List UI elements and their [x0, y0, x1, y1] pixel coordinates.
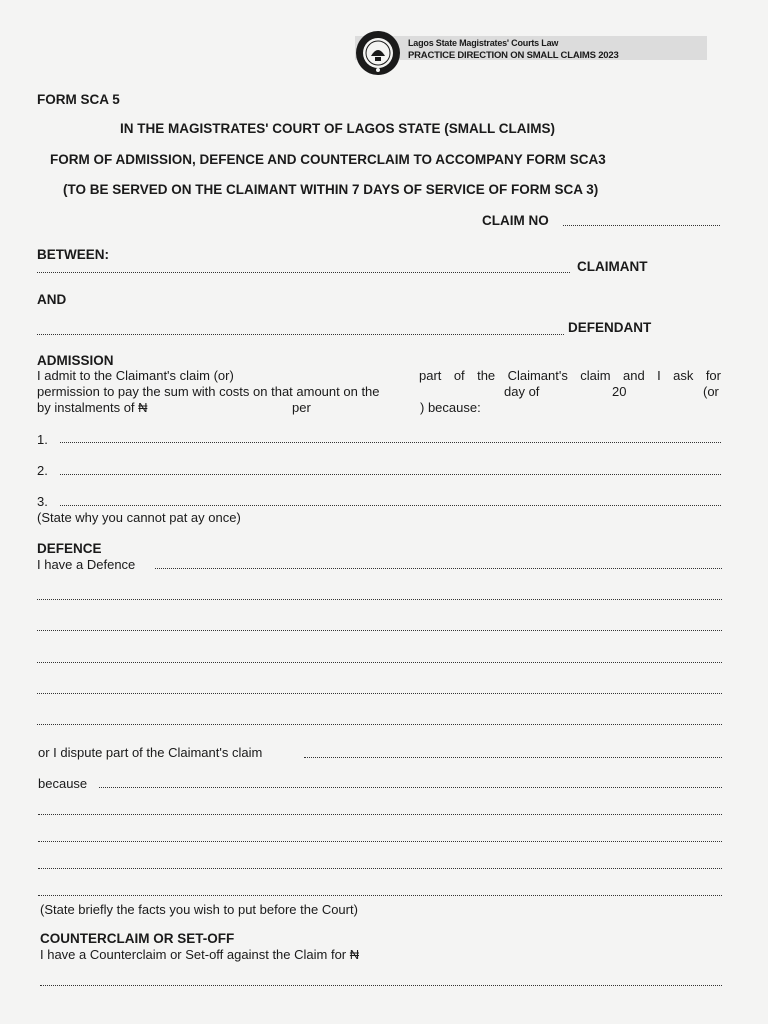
- claim-no-label: CLAIM NO: [482, 213, 549, 228]
- admission-text-2a: permission to pay the sum with costs on that amount on the: [37, 384, 380, 399]
- defence-note: (State briefly the facts you wish to put before the Court): [40, 902, 358, 917]
- defence-field-2[interactable]: [37, 599, 722, 600]
- because-field-2[interactable]: [38, 814, 722, 815]
- defence-field-4[interactable]: [37, 662, 722, 663]
- admission-text-3c: ) because:: [420, 400, 481, 415]
- service-note: (TO BE SERVED ON THE CLAIMANT WITHIN 7 DAYS OF SERVICE OF FORM SCA 3): [63, 182, 599, 197]
- reason-item-3-field[interactable]: [60, 505, 721, 506]
- defendant-name-field[interactable]: [37, 334, 564, 335]
- dispute-field[interactable]: [304, 757, 722, 758]
- header-law-title: Lagos State Magistrates' Courts Law: [408, 38, 559, 48]
- header-practice-direction: PRACTICE DIRECTION ON SMALL CLAIMS 2023: [408, 50, 619, 61]
- admission-year-prefix: 20: [612, 384, 627, 399]
- defence-field-6[interactable]: [37, 724, 722, 725]
- reason-item-3-number: 3.: [37, 494, 48, 509]
- reason-item-1-number: 1.: [37, 432, 48, 447]
- admission-text-2d: (or: [703, 384, 719, 399]
- admission-text-3a: by instalments of ₦: [37, 400, 148, 415]
- claimant-name-field[interactable]: [37, 272, 570, 273]
- lagos-state-judiciary-seal-icon: [355, 30, 401, 76]
- admission-text-1b: part of the Claimant's claim and I ask for: [419, 368, 721, 383]
- claimant-label: CLAIMANT: [577, 259, 648, 274]
- reason-item-1-field[interactable]: [60, 442, 721, 443]
- because-label: because: [38, 776, 88, 791]
- because-field-4[interactable]: [38, 868, 722, 869]
- reason-item-2-field[interactable]: [60, 474, 721, 475]
- defence-field-3[interactable]: [37, 630, 722, 631]
- admission-heading: ADMISSION: [37, 353, 114, 368]
- admission-text-3b: per: [292, 400, 311, 415]
- reason-item-2-number: 2.: [37, 463, 48, 478]
- counterclaim-text: I have a Counterclaim or Set-off against the Claim for ₦: [40, 947, 360, 962]
- and-label: AND: [37, 292, 67, 307]
- admission-note: (State why you cannot pat ay once): [37, 510, 241, 525]
- court-title: IN THE MAGISTRATES' COURT OF LAGOS STATE (SMALL CLAIMS): [120, 121, 555, 136]
- between-label: BETWEEN:: [37, 247, 109, 262]
- defence-field-1[interactable]: [155, 568, 722, 569]
- defence-text: I have a Defence: [37, 557, 136, 572]
- claim-no-field[interactable]: [563, 225, 720, 226]
- form-code: FORM SCA 5: [37, 92, 120, 107]
- admission-text-2b: day of: [504, 384, 540, 399]
- because-field-5[interactable]: [38, 895, 722, 896]
- dispute-text: or I dispute part of the Claimant's claim: [38, 745, 263, 760]
- counterclaim-field[interactable]: [40, 985, 722, 986]
- because-field-3[interactable]: [38, 841, 722, 842]
- because-field-1[interactable]: [99, 787, 722, 788]
- defence-field-5[interactable]: [37, 693, 722, 694]
- admission-text-1a: I admit to the Claimant's claim (or): [37, 368, 234, 383]
- form-title: FORM OF ADMISSION, DEFENCE AND COUNTERCLAIM TO ACCOMPANY FORM SCA3: [50, 152, 606, 167]
- defendant-label: DEFENDANT: [568, 320, 652, 335]
- defence-heading: DEFENCE: [37, 541, 102, 556]
- counterclaim-heading: COUNTERCLAIM OR SET-OFF: [40, 931, 235, 946]
